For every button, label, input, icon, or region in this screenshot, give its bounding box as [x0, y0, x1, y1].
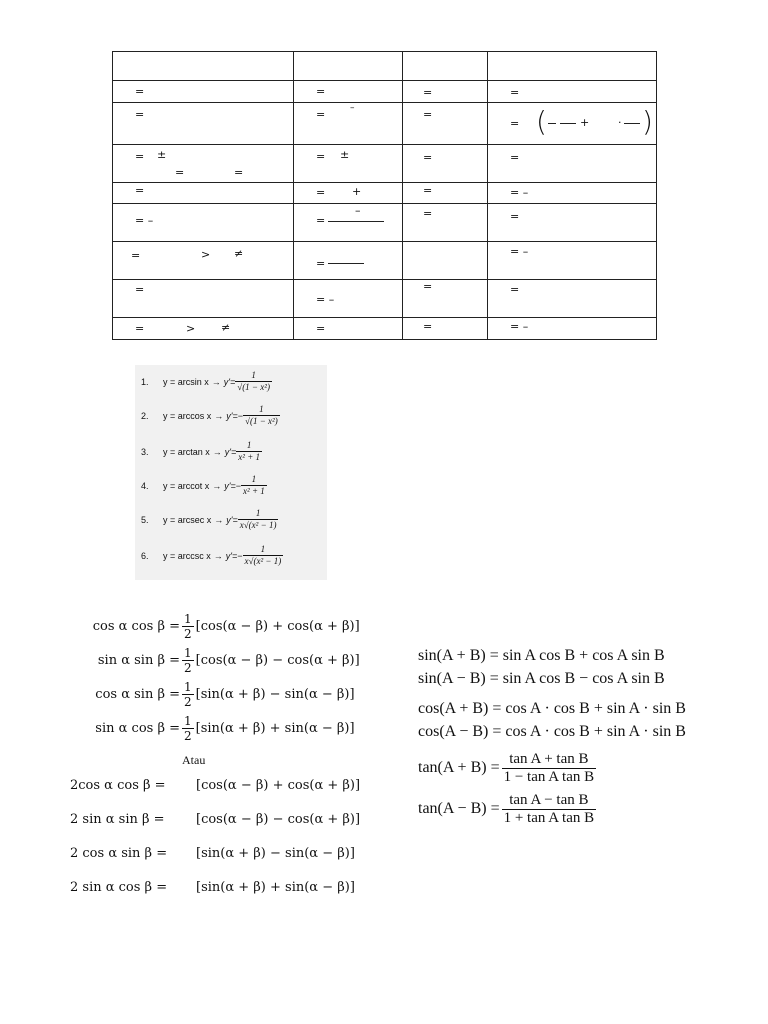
denominator: 1 + tan A tan B — [503, 809, 595, 826]
table-cell — [488, 52, 657, 81]
table-cell — [488, 317, 657, 339]
numerator: 1 — [184, 612, 192, 626]
denominator: x² + 1 — [238, 451, 261, 462]
table-header-row — [113, 52, 657, 81]
equals-sign: = — [423, 86, 433, 100]
derivative-lhs: y'= — [226, 410, 238, 421]
equals-sign: = — [510, 282, 520, 296]
equals-minus: = – — [316, 292, 335, 306]
table-cell — [113, 81, 294, 103]
table-cell — [113, 317, 294, 339]
numerator: 1 — [184, 680, 192, 694]
numerator: 1 — [260, 544, 266, 554]
table-cell — [403, 241, 488, 279]
derivative-item — [141, 475, 267, 496]
fraction — [502, 792, 597, 827]
denominator: 2 — [184, 729, 192, 743]
equals-minus: = – — [510, 186, 529, 200]
denominator: √(1 − x²) — [237, 381, 270, 392]
arrow-icon: → — [214, 410, 224, 421]
formula-rhs: [cos(α − β) − cos(α + β)] — [195, 653, 360, 668]
table-cell — [294, 204, 403, 241]
fraction-bar — [328, 221, 384, 222]
table-cell — [488, 241, 657, 279]
table-row — [113, 103, 657, 145]
plus-sign: + — [580, 116, 590, 130]
fraction — [241, 475, 267, 496]
equals-sign: = — [423, 207, 433, 221]
double-form-formula — [70, 846, 355, 861]
equals-sign: = — [135, 150, 145, 164]
tan-formula — [418, 751, 596, 786]
equals-sign: = — [234, 166, 244, 180]
fraction — [502, 751, 597, 786]
numerator: 1 — [184, 646, 192, 660]
derivative-item — [141, 545, 283, 566]
table-cell — [294, 183, 403, 204]
fraction-bar — [624, 123, 640, 124]
table-cell — [403, 317, 488, 339]
denominator: √(1 − x²) — [245, 415, 278, 426]
formula-lhs: 2 sin α sin β = — [70, 812, 165, 827]
equals-sign: = — [135, 184, 145, 198]
table-cell — [113, 52, 294, 81]
function-text: y = arctan x — [163, 446, 210, 457]
equals-minus: = – — [510, 244, 529, 258]
atau-label: Atau — [182, 753, 206, 767]
table-cell — [113, 204, 294, 241]
derivative-lhs: y'= — [226, 514, 238, 525]
sign: − — [235, 480, 242, 491]
table-cell — [113, 241, 294, 279]
numerator: 1 — [246, 440, 252, 450]
equals-sign: = — [135, 108, 145, 122]
function-text: y = arccot x — [163, 480, 210, 491]
greater-than-sign: > — [201, 247, 211, 261]
equals-sign: = — [510, 210, 520, 224]
formula-lhs: tan(A − B) = — [418, 800, 500, 818]
function-text: y = arcsin x — [163, 376, 209, 387]
numerator: 1 — [184, 714, 192, 728]
table-cell — [488, 279, 657, 317]
derivative-item — [141, 371, 272, 392]
formula-lhs: cos α cos β = — [92, 619, 180, 634]
equals-sign: = — [135, 321, 145, 335]
product-formula — [70, 612, 360, 641]
numerator: 1 — [251, 370, 256, 380]
equals-minus: = – — [135, 214, 154, 228]
table-cell — [488, 145, 657, 183]
item-number: 3. — [141, 446, 149, 457]
arrow-icon: → — [214, 514, 224, 525]
sum-formula: cos(A − B) = cos A · cos B + sin A · sin B — [418, 723, 686, 740]
arrow-icon: → — [212, 446, 222, 457]
formula-rhs: [cos(α − β) − cos(α + β)] — [196, 812, 361, 827]
equals-sign: = — [316, 186, 326, 200]
numerator: tan A + tan B — [509, 751, 589, 767]
formula-lhs: tan(A + B) = — [418, 759, 500, 777]
table-row — [113, 145, 657, 183]
item-number: 4. — [141, 480, 149, 491]
equals-minus: = – — [510, 319, 529, 333]
item-number: 2. — [141, 410, 149, 421]
table-cell — [403, 81, 488, 103]
equals-sign: = — [423, 108, 433, 122]
denominator: 1 − tan A tan B — [503, 768, 595, 785]
half-fraction — [182, 714, 194, 743]
derivative-item — [141, 441, 262, 462]
half-fraction — [182, 680, 194, 709]
function-text: y = arcsec x — [163, 514, 212, 525]
item-number: 1. — [141, 376, 149, 387]
table-row — [113, 317, 657, 339]
equals-sign: = — [423, 184, 433, 198]
equals-sign: = — [423, 319, 433, 333]
table-cell — [294, 103, 403, 145]
half-fraction — [182, 646, 194, 675]
equals-sign: = — [316, 321, 326, 335]
equals-sign: = — [131, 248, 141, 262]
minus-sign: – — [355, 204, 361, 218]
plus-minus-sign: ± — [157, 148, 167, 162]
formula-table — [112, 51, 657, 340]
sign: − — [237, 550, 243, 561]
numerator: 1 — [251, 474, 257, 484]
derivative-lhs: y'= — [224, 446, 237, 457]
table-cell — [488, 103, 657, 145]
denominator: x√(x² − 1) — [244, 555, 282, 566]
numerator: 1 — [255, 508, 261, 518]
arrow-icon: → — [211, 376, 221, 387]
sum-formula: sin(A − B) = sin A cos B − cos A sin B — [418, 670, 665, 687]
fraction — [243, 545, 284, 566]
sign: − — [237, 410, 244, 421]
equals-sign: = — [423, 279, 433, 293]
equals-sign: = — [316, 214, 326, 228]
table-cell — [488, 204, 657, 241]
tan-formula — [418, 792, 596, 827]
left-paren: ( — [536, 105, 547, 139]
derivative-lhs: y'= — [223, 376, 236, 387]
table-cell — [403, 103, 488, 145]
table-cell — [488, 183, 657, 204]
denominator: x√(x² − 1) — [239, 519, 277, 530]
denominator: 2 — [184, 661, 192, 675]
table-cell — [294, 81, 403, 103]
equals-sign: = — [175, 166, 185, 180]
inverse-trig-derivatives — [135, 365, 327, 580]
formula-lhs: cos α sin β = — [95, 687, 180, 702]
table-row — [113, 204, 657, 241]
derivative-lhs: y'= — [225, 550, 238, 561]
equals-sign: = — [510, 151, 520, 165]
arrow-icon: → — [213, 550, 223, 561]
equals-sign: = — [135, 85, 145, 99]
denominator: 2 — [184, 695, 192, 709]
greater-than-sign: > — [186, 321, 196, 335]
equals-sign: = — [316, 150, 326, 164]
product-formula — [70, 680, 355, 709]
fraction-bar — [328, 263, 364, 264]
equals-sign: = — [510, 117, 520, 131]
table-cell — [113, 183, 294, 204]
not-equal-sign: ≠ — [234, 246, 244, 260]
table-cell — [294, 241, 403, 279]
formula-lhs: 2cos α cos β = — [70, 778, 166, 793]
sum-formula: sin(A + B) = sin A cos B + cos A sin B — [418, 647, 665, 664]
table-cell — [294, 52, 403, 81]
formula-rhs: [sin(α + β) + sin(α − β)] — [196, 880, 355, 895]
equals-sign: = — [316, 256, 326, 270]
equals-sign: = — [316, 85, 326, 99]
denominator: 2 — [184, 627, 192, 641]
function-text: y = arccos x — [163, 410, 212, 421]
double-form-formula — [70, 880, 355, 895]
arrow-icon: → — [212, 480, 222, 491]
formula-rhs: [sin(α + β) + sin(α − β)] — [195, 721, 355, 736]
table-cell — [488, 81, 657, 103]
formula-rhs: [sin(α + β) − sin(α − β)] — [196, 846, 355, 861]
table-cell — [113, 103, 294, 145]
item-number: 6. — [141, 550, 149, 561]
table-cell — [294, 145, 403, 183]
formula-rhs: [cos(α − β) + cos(α + β)] — [196, 778, 361, 793]
product-formula — [70, 714, 355, 743]
table-row — [113, 183, 657, 204]
item-number: 5. — [141, 514, 149, 525]
denominator: x² + 1 — [243, 485, 265, 496]
table-cell — [294, 317, 403, 339]
formula-lhs: 2 sin α cos β = — [70, 880, 168, 895]
fraction — [236, 441, 262, 462]
derivative-lhs: y'= — [224, 480, 236, 491]
numerator: 1 — [259, 404, 264, 414]
table-row — [113, 241, 657, 279]
plus-minus-sign: ± — [340, 148, 350, 162]
equals-sign: = — [316, 108, 326, 122]
formula-rhs: [sin(α + β) − sin(α − β)] — [195, 687, 355, 702]
table-cell — [294, 279, 403, 317]
fraction-bar — [560, 123, 576, 124]
formula-lhs: 2 cos α sin β = — [70, 846, 168, 861]
fraction — [235, 371, 272, 392]
table-cell — [403, 183, 488, 204]
derivative-item — [141, 405, 280, 426]
table-cell — [403, 279, 488, 317]
fraction — [243, 405, 280, 426]
table-cell — [403, 52, 488, 81]
right-paren: ) — [642, 105, 653, 139]
function-text: y = arccsc x — [163, 550, 211, 561]
table-cell — [113, 145, 294, 183]
equals-sign: = — [423, 151, 433, 165]
table-cell — [113, 279, 294, 317]
equals-sign: = — [510, 86, 520, 100]
sum-formula: cos(A + B) = cos A · cos B + sin A · sin B — [418, 700, 686, 717]
not-equal-sign: ≠ — [221, 320, 231, 334]
fraction-bar — [548, 123, 556, 124]
table-row — [113, 279, 657, 317]
numerator: tan A − tan B — [509, 792, 589, 808]
half-fraction — [182, 612, 194, 641]
double-form-formula — [70, 778, 360, 793]
dot-sign: · — [618, 116, 622, 130]
plus-sign: + — [352, 185, 362, 199]
formula-rhs: [cos(α − β) + cos(α + β)] — [195, 619, 360, 634]
derivative-item — [141, 509, 278, 530]
table-cell — [403, 145, 488, 183]
product-formula — [70, 646, 360, 675]
formula-lhs: sin α sin β = — [97, 653, 180, 668]
fraction — [238, 509, 279, 530]
formula-lhs: sin α cos β = — [95, 721, 180, 736]
minus-sign: – — [350, 103, 355, 114]
equals-sign: = — [135, 282, 145, 296]
table-row — [113, 81, 657, 103]
table-cell — [403, 204, 488, 241]
double-form-formula — [70, 812, 360, 827]
